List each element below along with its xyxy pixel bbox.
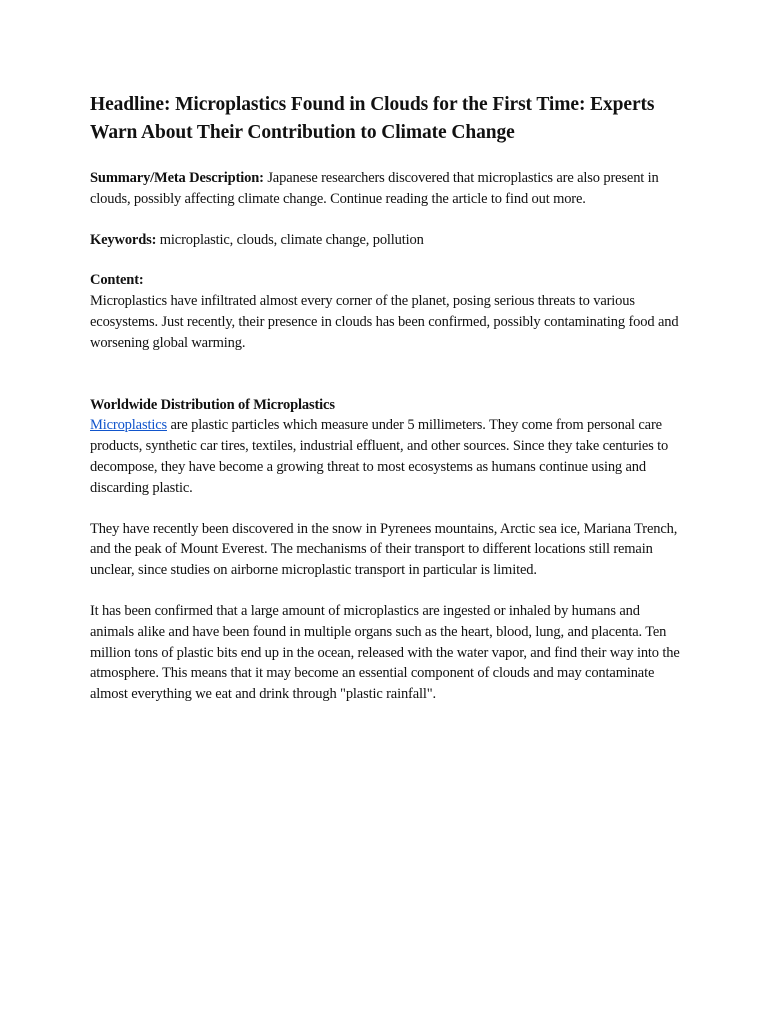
content-label: Content:	[90, 272, 144, 289]
summary-label: Summary/Meta Description:	[90, 170, 264, 186]
keywords-paragraph	[90, 230, 680, 251]
section-paragraph-1-text: are plastic particles which measure under 5 millimeters. They come from personal care products, synthetic car tires, textiles, industrial effluent, and other sources. Since they take centuries to decompose, they have become a growing threat to most ecosystems as humans continue using and discarding plastic.	[90, 417, 669, 496]
keywords-text: microplastic, clouds, climate change, pollution	[156, 231, 424, 248]
summary-text: Japanese researchers discovered that microplastics are also present in clouds, possibly affecting climate change. Continue reading the article to find out more.	[90, 170, 659, 207]
section-heading: Worldwide Distribution of Microplastics	[90, 396, 335, 413]
keywords-label: Keywords:	[90, 231, 157, 248]
section-paragraph-2: They have recently been discovered in the snow in Pyrenees mountains, Arctic sea ice, Mariana Trench, and the peak of Mount Everest. The mechanisms of their transport to different locations still remain unclear, since studies on airborne microplastic transport in particular is limited.	[90, 520, 678, 579]
content-intro: Microplastics have infiltrated almost every corner of the planet, posing serious threats to various ecosystems. Just recently, their presence in clouds has been confirmed, possibly contaminating food and worsening global warming.	[90, 293, 679, 351]
summary-paragraph	[90, 168, 680, 210]
section-paragraph-1	[90, 415, 680, 498]
headline: Headline: Microplastics Found in Clouds for the First Time: Experts Warn About Their Contribution to Climate Change	[90, 94, 655, 143]
section-paragraph-3: It has been confirmed that a large amount of microplastics are ingested or inhaled by humans and animals alike and have been found in multiple organs such as the heart, blood, lung, and placenta. Ten million tons of plastic bits end up in the ocean, released with the water vapor, and find their way into the atmosphere. This means that it may become an essential component of clouds and may contaminate almost everything we eat and drink through "plastic rainfall".	[90, 602, 680, 703]
microplastics-link[interactable]: Microplastics	[90, 417, 167, 434]
